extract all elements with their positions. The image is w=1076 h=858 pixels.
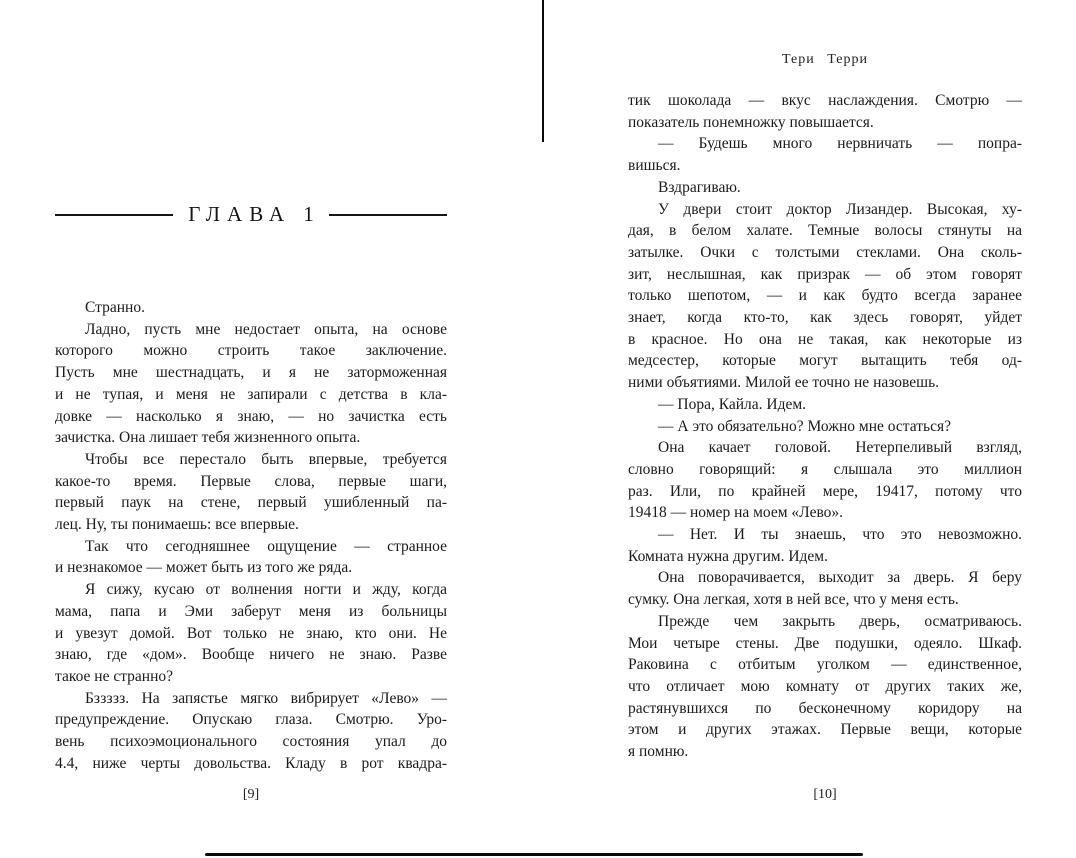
text-line: зачистка. Она лишает тебя жизненного опыта.: [55, 429, 361, 447]
text-line: Так что сегодняшнее ощущение — странное: [85, 537, 447, 555]
text-line: словно говорящий: я слышала это миллион: [628, 460, 1022, 478]
text-line: Странно.: [85, 299, 145, 316]
text-line: такое не странно?: [55, 667, 174, 685]
text-line: — Будешь много нервничать — попра-: [658, 135, 1022, 153]
text-line: Пусть мне шестнадцать, и я не заторможенная: [55, 364, 447, 382]
text-line: и не тупая, и меня не запирали с детства в кла-: [55, 385, 447, 403]
text-line: вень психоэмоционального состояния упал до: [55, 733, 447, 751]
text-line: показатель понемножку повышается.: [628, 113, 874, 131]
text-line: Раковина с отбитым уголком — единственное,: [628, 656, 1022, 674]
text-line: раз. Или, по крайней мере, 19417, потому что: [628, 482, 1022, 500]
heading-rule-left: [55, 214, 173, 216]
text-line: ними объятиями. Милой ее точно не назовешь.: [628, 374, 940, 392]
text-line: У двери стоит доктор Лизандер. Высокая, ху-: [658, 200, 1022, 218]
text-line: тик шоколада — вкус наслаждения. Смотрю —: [628, 92, 1022, 109]
chapter-heading: ГЛАВА 1: [188, 202, 321, 226]
text-line: предупреждение. Опускаю глаза. Смотрю. Уро-: [55, 711, 447, 729]
right-page-body: [628, 90, 1022, 763]
text-line: Прежде чем закрыть дверь, осматриваюсь.: [658, 612, 1022, 630]
text-line: знает, когда кто-то, как здесь говорят, уйдет: [628, 309, 1022, 327]
text-line: 4.4, ниже черты довольства. Кладу в рот квадра-: [55, 754, 447, 772]
text-line: и незнакомое — может быть из того же ряда.: [55, 559, 353, 577]
page-number-left: [9]: [242, 787, 260, 802]
left-page-body: [55, 297, 447, 774]
heading-rule-right: [329, 214, 447, 216]
page-bottom-edge-line: [205, 853, 863, 856]
text-line: первый паук на стене, первый ушибленный па-: [55, 494, 447, 512]
text-line: Она качает головой. Нетерпеливый взгляд,: [658, 439, 1022, 457]
text-line: — Нет. И ты знаешь, что это невозможно.: [658, 526, 1022, 544]
text-line: этом и других этажах. Первые вещи, которые: [628, 721, 1022, 739]
text-line: — А это обязательно? Можно мне остаться?: [658, 417, 951, 435]
text-line: зит, неслышная, как призрак — об этом говорят: [628, 265, 1022, 283]
text-line: какое-то время. Первые слова, первые шаги,: [55, 472, 447, 490]
text-line: Я сижу, кусаю от волнения ногти и жду, когда: [85, 581, 447, 599]
text-line: растянувшихся по бесконечному коридору на: [628, 699, 1022, 717]
running-header: Тери Терри: [782, 52, 868, 67]
text-line: медсестер, которые могут вытащить тебя од-: [628, 352, 1022, 370]
text-line: Она поворачивается, выходит за дверь. Я беру: [658, 569, 1022, 587]
text-line: в красное. Но она не такая, как некоторые из: [628, 330, 1022, 348]
text-line: Вздрагиваю.: [658, 178, 741, 196]
text-line: Мои четыре стены. Две подушки, одеяло. Шкаф.: [628, 634, 1022, 652]
text-line: довке — насколько я знаю, — но зачистка есть: [55, 407, 447, 425]
text-line: Комната нужна другим. Идем.: [628, 547, 828, 565]
chapter-heading-row: [55, 202, 447, 227]
text-line: Ладно, пусть мне недостает опыта, на основе: [85, 320, 447, 338]
text-line: что отличает мою комнату от других таких же,: [628, 677, 1022, 695]
text-line: лец. Ну, ты понимаешь: все впервые.: [55, 516, 299, 534]
text-line: Чтобы все перестало быть впервые, требуется: [85, 450, 447, 468]
text-line: Бззззз. На запястье мягко вибрирует «Лево» —: [85, 689, 447, 707]
text-line: — Пора, Кайла. Идем.: [658, 395, 807, 413]
text-line: знаю, где «дом». Вообще ничего не знаю. Разве: [55, 646, 447, 664]
text-line: затылке. Очки с толстыми стеклами. Она сколь-: [628, 243, 1022, 261]
spine-divider-line: [542, 0, 544, 142]
text-line: я помню.: [628, 743, 689, 761]
text-line: только шепотом, — и как будто всегда заранее: [628, 287, 1022, 305]
page-number-right: [10]: [813, 787, 837, 802]
text-line: вишься.: [628, 157, 681, 175]
text-line: мама, папа и Эми заберут меня из больницы: [55, 602, 447, 620]
text-line: которого можно строить такое заключение.: [55, 342, 447, 360]
text-line: дая, в белом халате. Темные волосы стянуты на: [628, 222, 1022, 240]
text-line: 19418 — номер на моем «Лево».: [628, 504, 844, 522]
text-line: и увезут домой. Вот только не знаю, кто они. Не: [55, 624, 447, 642]
text-line: сумку. Она легкая, хотя в ней все, что у меня есть.: [628, 591, 959, 609]
